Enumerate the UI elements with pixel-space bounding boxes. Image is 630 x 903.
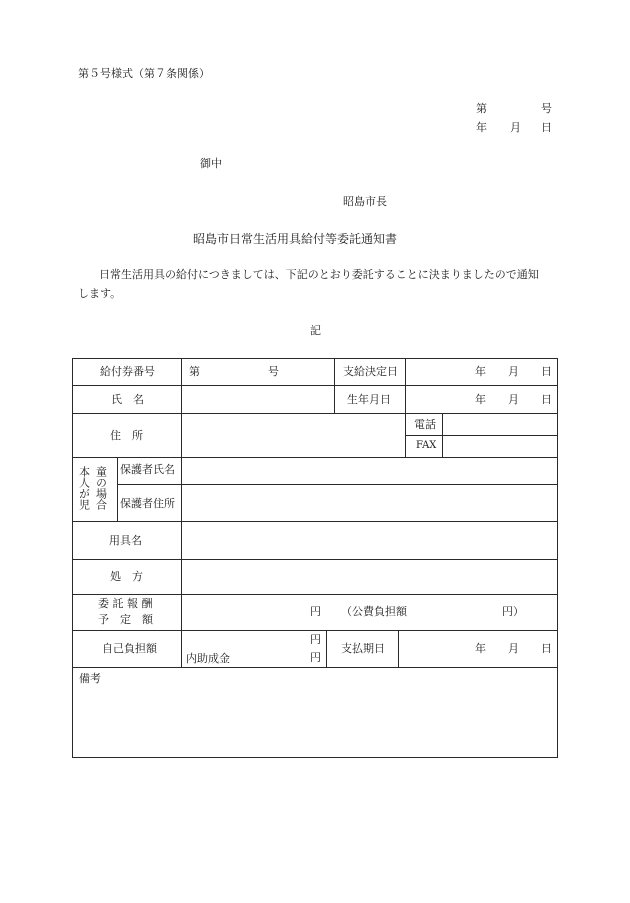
voucher-number-label: 給付券番号 — [100, 365, 155, 378]
header-go: 号 — [541, 102, 552, 115]
item-name-label: 用具名 — [109, 534, 142, 547]
notice-table — [72, 358, 558, 758]
decision-date-label: 支給決定日 — [343, 365, 398, 378]
public-share-label: （公費負担額 — [341, 605, 407, 618]
header-nen: 年 — [476, 121, 487, 134]
voucher-dai: 第 — [189, 365, 200, 378]
body-text-line1: 日常生活用具の給付につきましては、下記のとおり委託することに決まりましたので通知 — [99, 268, 539, 281]
decision-tsuki: 月 — [508, 365, 519, 378]
form-number: 第５号様式（第７条関係） — [78, 67, 210, 80]
child-case-label-col2: 本人が児 — [77, 466, 91, 510]
remarks-label: 備考 — [79, 672, 101, 685]
voucher-go: 号 — [268, 365, 279, 378]
decision-hi: 日 — [541, 365, 552, 378]
address-label: 住 所 — [110, 429, 143, 442]
child-case-label-col1: 童の場合 — [94, 466, 108, 510]
birth-nen: 年 — [475, 393, 486, 406]
payment-tsuki: 月 — [508, 642, 519, 655]
sender-name: 昭島市長 — [343, 195, 387, 208]
fee-yen: 円 — [310, 605, 321, 618]
birth-tsuki: 月 — [508, 393, 519, 406]
self-pay-yen: 円 — [310, 633, 321, 646]
ki-marker: 記 — [310, 324, 321, 337]
guardian-address-label: 保護者住所 — [120, 497, 175, 510]
birth-hi: 日 — [541, 393, 552, 406]
guardian-name-label: 保護者氏名 — [120, 463, 175, 476]
header-hi: 日 — [541, 121, 552, 134]
public-share-yen: 円） — [502, 605, 524, 618]
header-dai: 第 — [476, 102, 487, 115]
phone-label: 電話 — [414, 418, 436, 431]
name-label: 氏 名 — [111, 393, 144, 406]
internal-aid-yen: 円 — [310, 651, 321, 664]
decision-nen: 年 — [475, 365, 486, 378]
document-title: 昭島市日常生活用具給付等委託通知書 — [193, 232, 398, 246]
payment-nen: 年 — [475, 642, 486, 655]
fee-label-line1: 委 託 報 酬 — [98, 597, 153, 610]
addressee-suffix: 御中 — [200, 157, 222, 170]
payment-hi: 日 — [541, 642, 552, 655]
body-text-line2: します。 — [78, 287, 122, 300]
prescription-label: 処 方 — [110, 570, 143, 583]
header-tsuki: 月 — [510, 121, 521, 134]
fee-label-line2: 予 定 額 — [98, 613, 153, 626]
fax-label: FAX — [416, 440, 437, 451]
birth-date-label: 生年月日 — [347, 393, 391, 406]
internal-aid-label: 内助成金 — [186, 652, 230, 665]
self-pay-label: 自己負担額 — [102, 642, 157, 655]
payment-due-label: 支払期日 — [341, 642, 385, 655]
